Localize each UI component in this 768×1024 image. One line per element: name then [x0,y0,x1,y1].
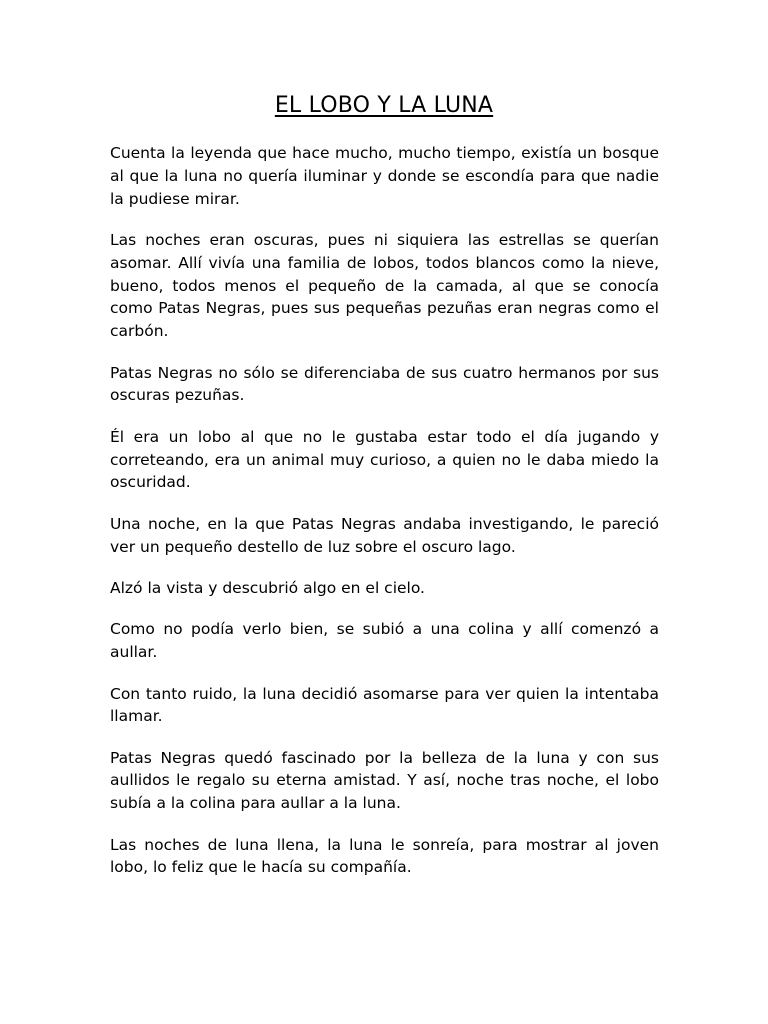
paragraph-5: Una noche, en la que Patas Negras andaba investigando, le pareció ver un pequeño destello de luz sobre el oscuro lago. [110,514,659,556]
paragraph-9: Patas Negras quedó fascinado por la belleza de la luna y con sus aullidos le regalo su eterna amistad. Y así, noche tras noche, el lobo subía a la colina para aullar a la luna. [110,748,659,813]
paragraph-2: Las noches eran oscuras, pues ni siquiera las estrellas se querían asomar. Allí vivía una familia de lobos, todos blancos como la nieve, bueno, todos menos el pequeño de la camada, al que se conocía como Patas Negras, pues sus pequeñas pezuñas eran negras como el carbón. [110,230,659,341]
paragraph-7: Como no podía verlo bien, se subió a una colina y allí comenzó a aullar. [110,620,659,662]
paragraph-1: Cuenta la leyenda que hace mucho, mucho tiempo, existía un bosque al que la luna no quería iluminar y donde se escondía para que nadie la pudiese mirar. [110,144,659,208]
paragraph-6: Alzó la vista y descubrió algo en el cielo. [110,578,425,597]
paragraph-4: Él era un lobo al que no le gustaba estar todo el día jugando y correteando, era un animal muy curioso, a quien no le daba miedo la oscuridad. [110,427,659,492]
paragraph-3: Patas Negras no sólo se diferenciaba de sus cuatro hermanos por sus oscuras pezuñas. [110,363,659,405]
document-title: EL LOBO Y LA LUNA [274,93,494,118]
paragraph-10: Las noches de luna llena, la luna le sonreía, para mostrar al joven lobo, lo feliz que le hacía su compañía. [110,835,659,877]
story-body [110,142,659,898]
paragraph-8: Con tanto ruido, la luna decidió asomarse para ver quien la intentaba llamar. [110,684,659,726]
